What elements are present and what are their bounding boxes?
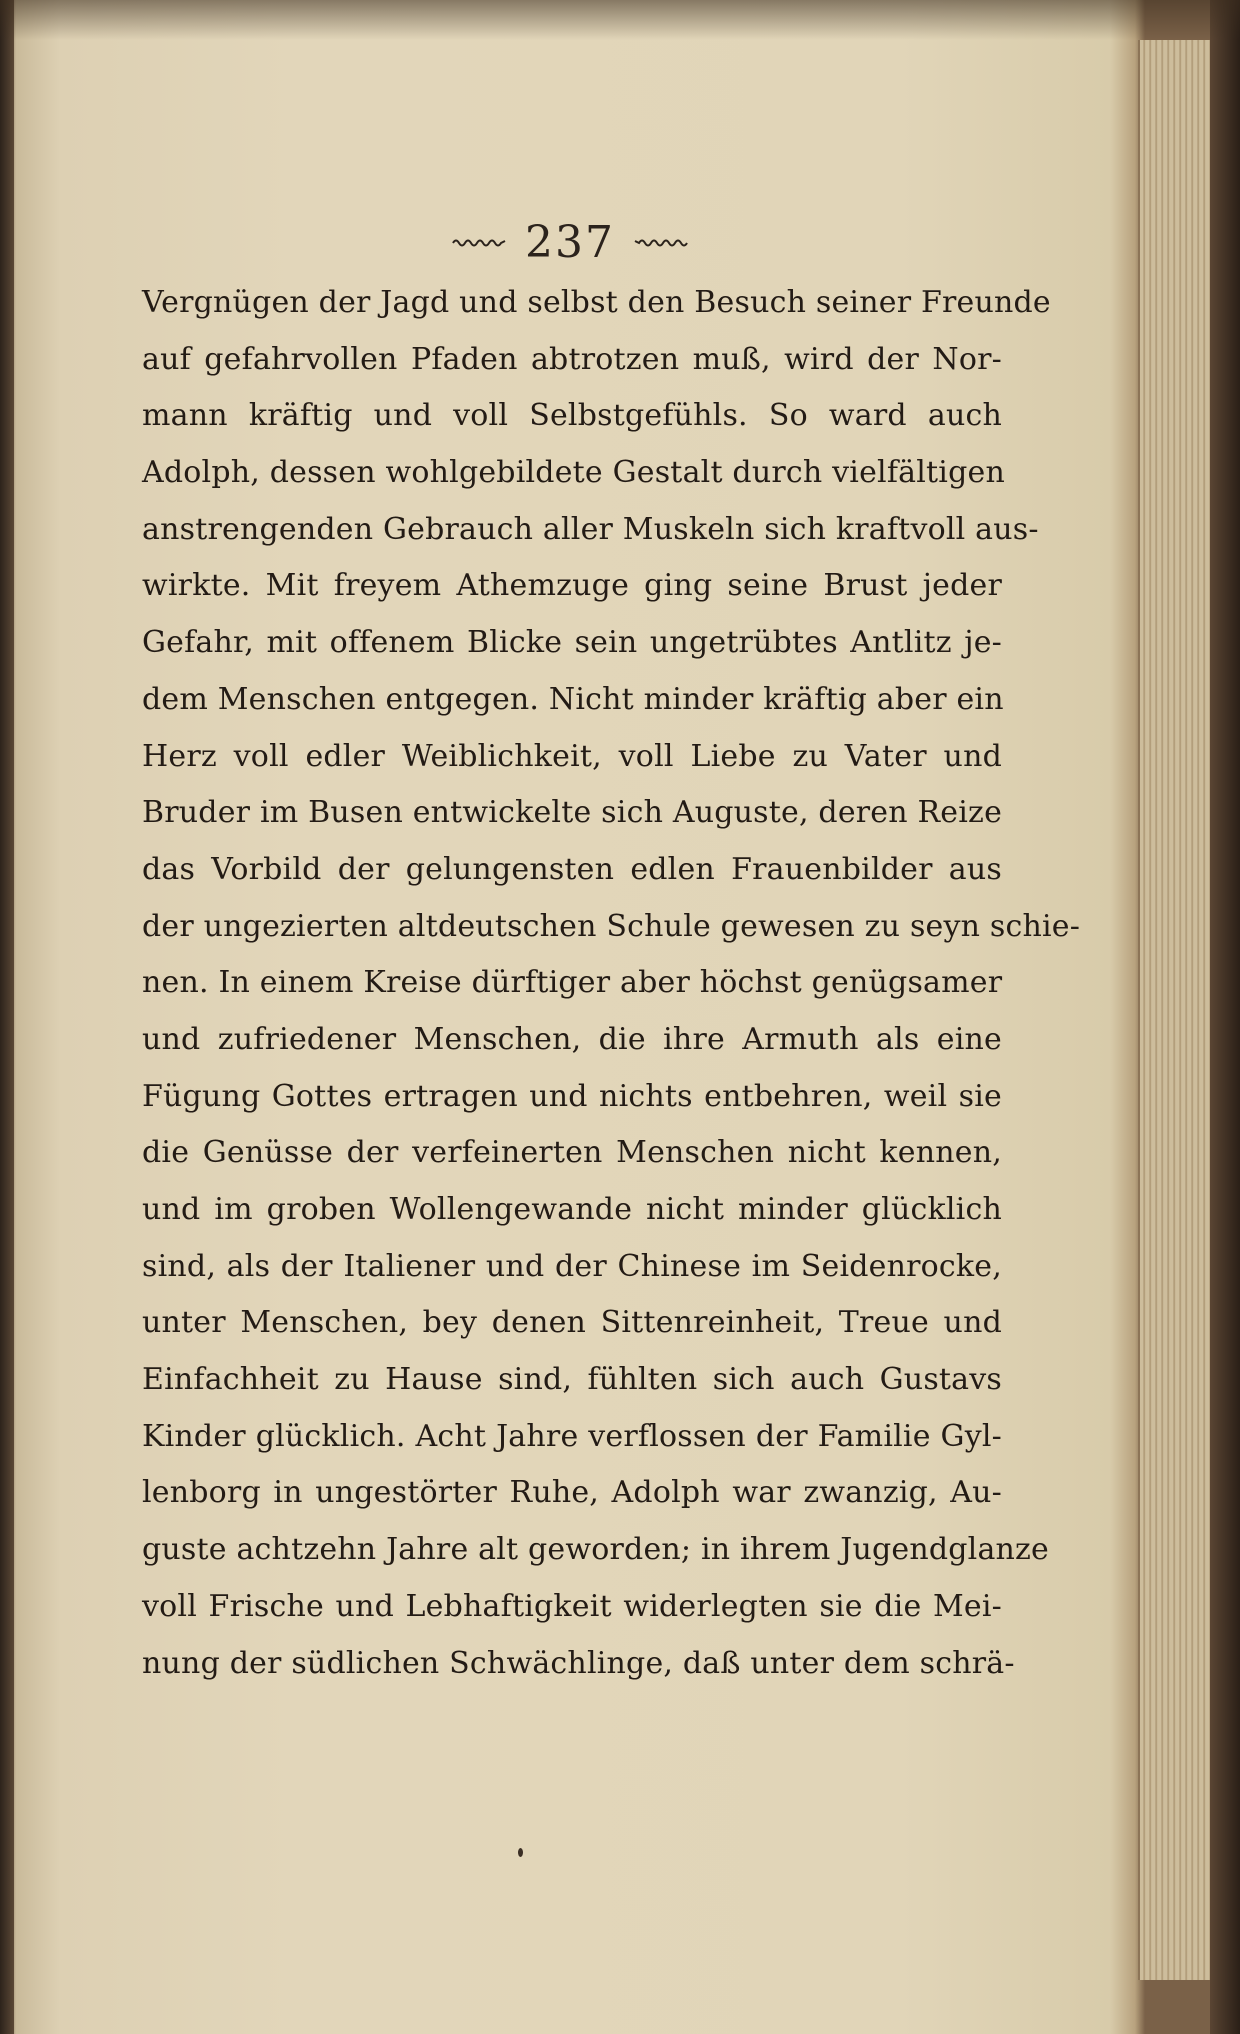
text-line: Herz voll edler Weiblichkeit, voll Liebe zu Vater und xyxy=(142,738,1002,774)
ink-speck xyxy=(518,1848,523,1857)
text-line: wirkte. Mit freyem Athemzuge ging seine Brust jeder xyxy=(142,568,1002,604)
text-line: der ungezierten altdeutschen Schule gewesen zu seyn schie- xyxy=(142,908,1081,944)
text-line: lenborg in ungestörter Ruhe, Adolph war zwanzig, Au- xyxy=(142,1475,1002,1511)
page-number: 237 xyxy=(525,216,615,268)
text-line: und zufriedener Menschen, die ihre Armuth als eine xyxy=(142,1021,1002,1057)
right-ornament-icon xyxy=(633,237,689,247)
text-line: Vergnügen der Jagd und selbst den Besuch seiner Freunde xyxy=(142,285,1051,320)
text-line: sind, als der Italiener und der Chinese im Seidenrocke, xyxy=(142,1248,1002,1284)
text-line: nen. In einem Kreise dürftiger aber höchst genügsamer xyxy=(142,965,1003,1001)
text-line: Bruder im Busen entwickelte sich Auguste, deren Reize xyxy=(142,795,1003,831)
text-line: Adolph, dessen wohlgebildete Gestalt durch vielfältigen xyxy=(142,455,1005,491)
body-text xyxy=(142,275,1081,1692)
text-line: das Vorbild der gelungensten edlen Frauenbilder aus xyxy=(142,851,1002,887)
text-line: Kinder glücklich. Acht Jahre verflossen der Familie Gyl- xyxy=(142,1418,1002,1454)
text-line: dem Menschen entgegen. Nicht minder kräftig aber ein xyxy=(142,681,1004,717)
text-line: die Genüsse der verfeinerten Menschen nicht kennen, xyxy=(142,1135,1002,1171)
left-ornament-icon xyxy=(451,237,507,247)
text-line: unter Menschen, bey denen Sittenreinheit, Treue und xyxy=(142,1305,1002,1341)
text-line: nung der südlichen Schwächlinge, daß unter dem schrä- xyxy=(142,1645,1015,1681)
text-line: Gefahr, mit offenem Blicke sein ungetrübtes Antlitz je- xyxy=(142,625,1002,661)
text-line: voll Frische und Lebhaftigkeit widerlegten sie die Mei- xyxy=(142,1588,1002,1624)
page-header xyxy=(440,212,700,272)
book-binding-edge xyxy=(0,0,14,2034)
text-line: anstrengenden Gebrauch aller Muskeln sich kraftvoll aus- xyxy=(142,511,1039,547)
book-cover-edge xyxy=(1210,0,1240,2034)
top-shadow xyxy=(0,0,1240,40)
text-line: und im groben Wollengewande nicht minder glücklich xyxy=(142,1192,1002,1227)
text-line: Fügung Gottes ertragen und nichts entbehren, weil sie xyxy=(142,1078,1002,1114)
text-line: auf gefahrvollen Pfaden abtrotzen muß, wird der Nor- xyxy=(142,341,1002,377)
text-line: mann kräftig und voll Selbstgefühls. So ward auch xyxy=(142,398,1002,434)
text-line: guste achtzehn Jahre alt geworden; in ihrem Jugendglanze xyxy=(142,1532,1050,1568)
text-line: Einfachheit zu Hause sind, fühlten sich auch Gustavs xyxy=(142,1362,1002,1398)
